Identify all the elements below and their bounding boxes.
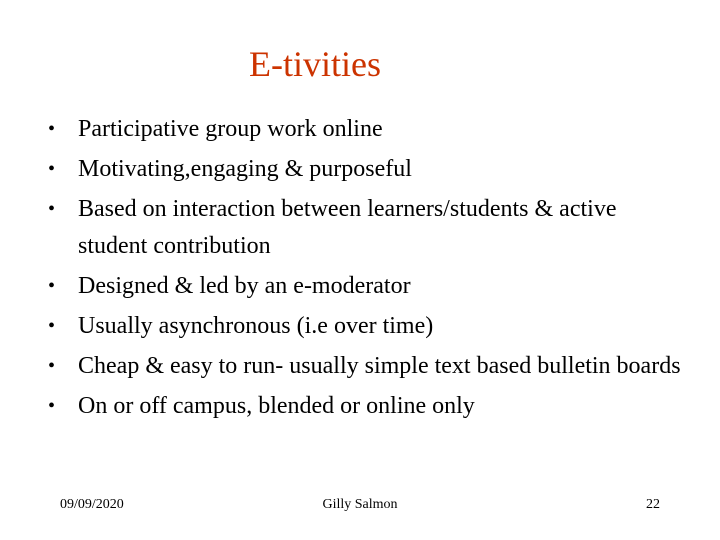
- bullet-item: [48, 191, 688, 265]
- bullet-text: Motivating,engaging & purposeful: [78, 156, 412, 182]
- bullet-dot-icon: •: [48, 395, 56, 417]
- bullet-text: Cheap & easy to run- usually simple text based bulletin boards: [78, 353, 681, 379]
- bullet-text: Usually asynchronous (i.e over time): [78, 313, 434, 339]
- bullet-list: [48, 111, 688, 428]
- bullet-dot-icon: •: [48, 275, 56, 297]
- bullet-text: Based on interaction between learners/students & active student contribution: [78, 196, 617, 259]
- bullet-text: Participative group work online: [78, 116, 383, 142]
- bullet-item: [48, 268, 688, 305]
- bullet-item: [48, 388, 688, 425]
- bullet-dot-icon: •: [48, 158, 56, 180]
- bullet-dot-icon: •: [48, 118, 56, 140]
- footer-author: Gilly Salmon: [322, 497, 398, 512]
- bullet-dot-icon: •: [48, 315, 56, 337]
- bullet-item: [48, 151, 688, 188]
- footer-date: 09/09/2020: [60, 497, 124, 512]
- bullet-dot-icon: •: [48, 198, 56, 220]
- slide-title: E-tivities: [249, 44, 381, 84]
- bullet-text: Designed & led by an e-moderator: [78, 273, 411, 299]
- bullet-text: On or off campus, blended or online only: [78, 393, 475, 419]
- bullet-dot-icon: •: [48, 355, 56, 377]
- bullet-item: [48, 111, 688, 148]
- bullet-item: [48, 348, 688, 385]
- footer-page-number: 22: [646, 497, 660, 512]
- bullet-item: [48, 308, 688, 345]
